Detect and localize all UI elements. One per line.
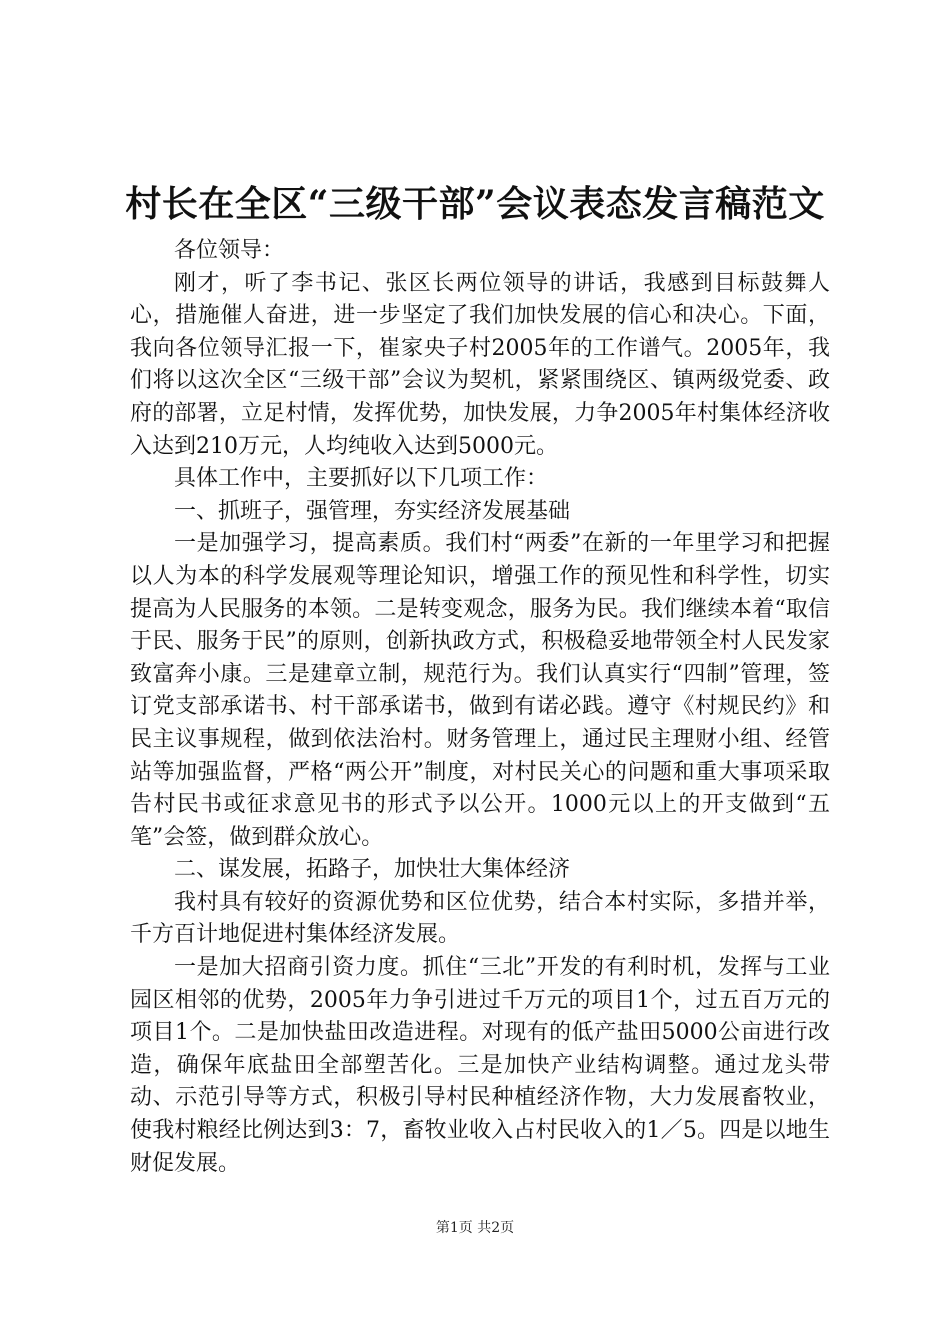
section-heading-one: 一、抓班子，强管理，夯实经济发展基础: [174, 498, 571, 524]
work-overview-paragraph: 具体工作中，主要抓好以下几项工作：: [174, 466, 549, 492]
intro-paragraph: 刚才，听了李书记、张区长两位领导的讲话，我感到目标鼓舞人心，措施催人奋进，进一步坚定了我们加快发展的信心和决心。下面，我向各位领导汇报一下，崔家央子村2005年的工作谱气。2005年，我们将以这次全区“三级干部”会议为契机，紧紧围绕区、镇两级党委、政府的部署，立足村情，发挥优势，加快发展，力争2005年村集体经济收入达到210万元，人均纯收入达到5000元。: [130, 270, 830, 459]
section-two-detail-paragraph: 一是加大招商引资力度。抓住“三北”开发的有利时机，发挥与工业园区相邻的优势，2005年力争引进过千万元的项目1个，过五百万元的项目1个。二是加快盐田改造进程。对现有的低产盐田5000公亩进行改造，确保年底盐田全部塑苦化。三是加快产业结构调整。通过龙头带动、示范引导等方式，积极引导村民种植经济作物，大力发展畜牧业，使我村粮经比例达到3：7，畜牧业收入占村民收入的1／5。四是以地生财促发展。: [130, 955, 830, 1176]
page-number-footer: 第1页 共2页: [435, 1220, 515, 1236]
document-title: 村长在全区“三级干部”会议表态发言稿范文: [125, 183, 825, 225]
section-two-intro-paragraph: 我村具有较好的资源优势和区位优势，结合本村实际，多措并举，千方百计地促进村集体经济发展。: [130, 889, 830, 948]
section-heading-two: 二、谋发展，拓路子，加快壮大集体经济: [174, 857, 571, 883]
section-one-paragraph: 一是加强学习，提高素质。我们村“两委”在新的一年里学习和把握以人为本的科学发展观等理论知识，增强工作的预见性和科学性，切实提高为人民服务的本领。二是转变观念，服务为民。我们继续本着“取信于民、服务于民”的原则，创新执政方式，积极稳妥地带领全村人民发家致富奔小康。三是建章立制，规范行为。我们认真实行“四制”管理，签订党支部承诺书、村干部承诺书，做到有诺必践。遵守《村规民约》和民主议事规程，做到依法治村。财务管理上，通过民主理财小组、经管站等加强监督，严格“两公开”制度，对村民关心的问题和重大事项采取告村民书或征求意见书的形式予以公开。1000元以上的开支做到“五笔”会签，做到群众放心。: [130, 531, 830, 850]
document-body: [130, 235, 830, 1180]
salutation-paragraph: 各位领导：: [174, 238, 285, 263]
